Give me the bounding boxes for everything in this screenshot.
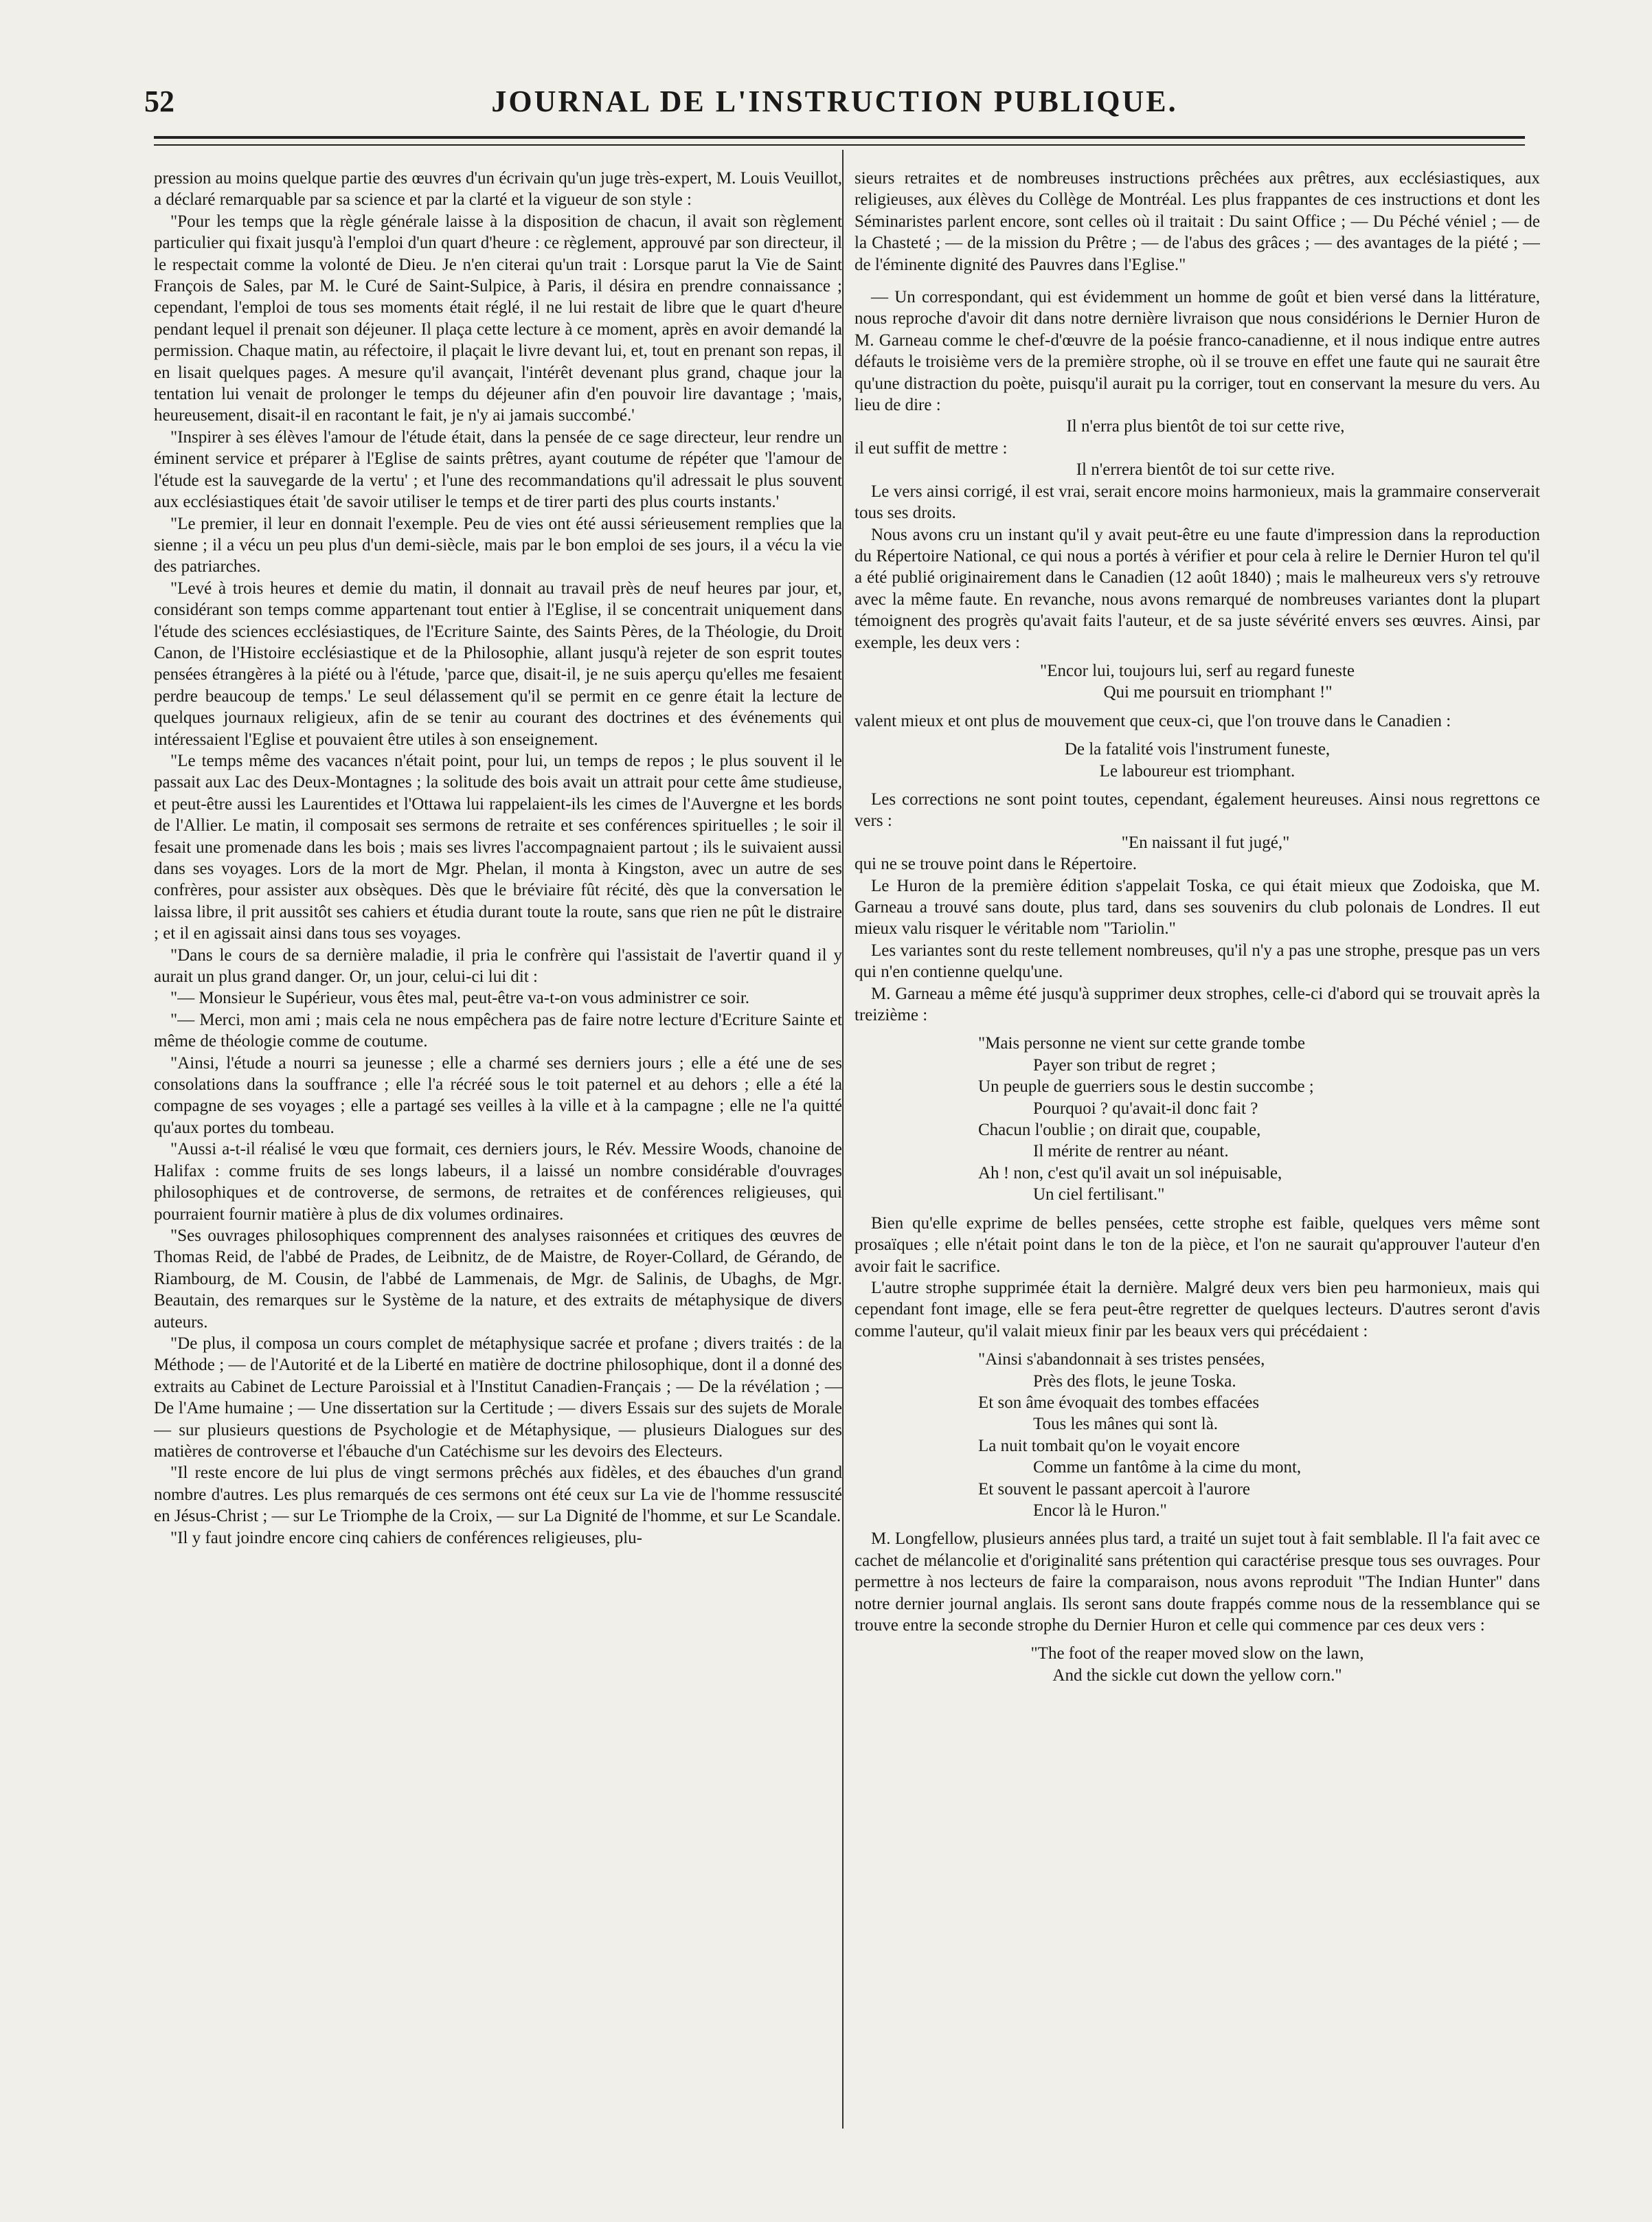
page-header [144, 77, 1525, 125]
verse-block [855, 660, 1540, 704]
paragraph: pression au moins quelque partie des œuvres d'un écrivain qu'un juge très-expert, M. Louis Veuillot, a déclaré remarquable par sa science et par la clarté et la vigueur de son style : [154, 169, 842, 210]
verse-line: Et souvent le passant apercoit à l'aurore [978, 1479, 1251, 1499]
column-divider [842, 150, 844, 2129]
verse-line: Un peuple de guerriers sous le destin succombe ; [978, 1077, 1314, 1097]
paragraph: "— Merci, mon ami ; mais cela ne nous empêchera pas de faire notre lecture d'Ecriture Sainte et même de théologie comme de coutume. [154, 1010, 842, 1051]
verse-line: Encor là le Huron." [1033, 1501, 1167, 1520]
paragraph: qui ne se trouve point dans le Répertoire. [855, 855, 1137, 874]
paragraph: Les variantes sont du reste tellement nombreuses, qu'il n'y a pas une strophe, presque pas un vers qui n'en contienne quelqu'une. [855, 941, 1540, 982]
right-column [855, 168, 1540, 2140]
verse-line: Ah ! non, c'est qu'il avait un sol inépuisable, [978, 1163, 1282, 1182]
verse-line: Il n'erra plus bientôt de toi sur cette rive, [1066, 417, 1345, 436]
verse-line: Il mérite de rentrer au néant. [1033, 1142, 1229, 1161]
paragraph: M. Longfellow, plusieurs années plus tard, a traité un sujet tout à fait semblable. Il l'a fait avec ce cachet de mélancolie et d'originalité sans prétention qui caractérise presque tous ses ouvrages. Pour permettre à nos lecteurs de faire la comparaison, nous avons reproduit "The Indian Hunter" dans notre dernier journal anglais. Ils seront sans doute frappés comme nous de la ressemblance qui se trouve entre la seconde strophe du Dernier Huron et celle qui commence par ces deux vers : [855, 1529, 1540, 1635]
verse-line: Payer son tribut de regret ; [1033, 1055, 1216, 1075]
verse-line: Qui me poursuit en triomphant !" [1103, 683, 1333, 702]
page-number: 52 [144, 85, 174, 118]
paragraph: "Levé à trois heures et demie du matin, il donnait au travail près de neuf heures par jour, et, considérant son temps comme appartenant tout entier à l'Eglise, il se concentrait uniquement dans l'étude des sciences ecclésiastiques, de l'Ecriture Sainte, des Saints Pères, de la Théologie, du Droit Canon, de l'Histoire ecclésiastique et de la Philosophie, allant jusqu'à rejeter de son esprit toutes pensées étrangères à la piété ou à l'étude, 'parce que, disait-il, je ne suis aperçu qu'elles me fesaient perdre beaucoup de temps.' Le seul délassement qu'il se permit en ce genre était la lecture de quelques journaux religieux, afin de se tenir au courant des doctrines et des événements qui intéressaient l'Eglise et pouvaient être utiles à son enseignement. [154, 579, 842, 749]
paragraph: Le Huron de la première édition s'appelait Toska, ce qui était mieux que Zodoiska, que M. Garneau a trouvé sans doute, plus tard, dans ses souvenirs du club polonais de Londres. Il eut mieux valu risquer le véritable nom "Tariolin." [855, 876, 1540, 939]
paragraph: Les corrections ne sont point toutes, cependant, également heureuses. Ainsi nous regrettons ce vers : [855, 789, 1540, 831]
paragraph: "De plus, il composa un cours complet de métaphysique sacrée et profane ; divers traités : de la Méthode ; — de l'Autorité et de la Liberté en matière de doctrine philosophique, dont il a donné des extraits au Cabinet de Lecture Paroissial et à l'Institut Canadien-Français ; — De la révélation ; — De l'Ame humaine ; — Une dissertation sur la Certitude ; — divers Essais sur des sujets de Morale — sur plusieurs questions de Psychologie et de Métaphysique, — plusieurs Dialogues sur des matières de controverse et l'ébauche d'un Catéchisme sur les devoirs des Electeurs. [154, 1334, 842, 1461]
suppressed-strophe-1 [978, 1033, 1540, 1205]
verse-line: Chacun l'oublie ; on dirait que, coupable, [978, 1121, 1261, 1140]
verse-line: Le laboureur est triomphant. [1099, 761, 1295, 781]
verse-line: Près des flots, le jeune Toska. [1033, 1371, 1236, 1391]
paragraph: L'autre strophe supprimée était la dernière. Malgré deux vers bien peu harmonieux, mais qui cependant font image, elle se fera peut-être regretter de quelques lecteurs. D'autres seront d'avis comme l'auteur, qu'il valait mieux finir par les beaux vers qui précédaient : [855, 1278, 1540, 1340]
paragraph: "Le temps même des vacances n'était point, pour lui, un temps de repos ; le plus souvent il le passait aux Lac des Deux-Montagnes ; la solitude des bois avait un attrait pour cette âme studieuse, et peut-être aussi les Laurentides et l'Ottawa lui rappelaient-ils les cimes de l'Auvergne et les bords de l'Allier. Le matin, il composait ses sermons de retraite et ses conférences spirituelles ; le soir il fesait une promenade dans les bois ; mais ses livres l'accompagnaient partout ; ils le suivaient aussi dans ses voyages. Lors de la mort de Mgr. Phelan, il monta à Kingston, avec un autre de ses confrères, pour assister aux obsèques. Dès que le bréviaire fût récité, dès que la conversation le laissa libre, il prit aussitôt ses cahiers et étudia durant toute la route, sans que rien ne pût le distraire ; et il en agissait ainsi dans tous ses voyages. [154, 751, 842, 943]
paragraph: valent mieux et ont plus de mouvement que ceux-ci, que l'on trouve dans le Canadien : [855, 711, 1451, 730]
paragraph: "Aussi a-t-il réalisé le vœu que formait, ces derniers jours, le Rév. Messire Woods, chanoine de Halifax : comme fruits de ses longs labeurs, il a laissé un nombre considérable d'ouvrages philosophiques et de controverse, de sermons, de retraites et de conférences religieuses, qui pourraient fournir matière à plus de dix volumes ordinaires. [154, 1140, 842, 1224]
paragraph: "Pour les temps que la règle générale laisse à la disposition de chacun, il avait son règlement particulier qui fixait jusqu'à l'emploi d'un quart d'heure : ce règlement, approuvé par son directeur, il le respectait comme la volonté de Dieu. Je n'en citerai qu'un trait : Lorsque parut la Vie de Saint François de Sales, par M. le Curé de Saint-Sulpice, à Paris, il désira en prendre connaissance ; cependant, l'emploi de tous ses moments était réglé, il ne lui restait de libre que le quart d'heure pendant lequel il prenait son déjeuner. Il plaça cette lecture à ce moment, après en avoir demandé la permission. Chaque matin, au réfectoire, il plaçait le livre devant lui, et, tout en prenant son repas, il en lisait quelques pages. A mesure qu'il avançait, l'intérêt devenant plus grand, chaque jour la tentation lui venait de prolonger le temps du déjeuner afin d'en pouvoir lire davantage ; 'mais, heureusement, disait-il en racontant le fait, je n'y ai jamais succombé.' [154, 212, 842, 425]
verse-line: "Mais personne ne vient sur cette grande tombe [978, 1034, 1306, 1053]
verse-line: Il n'errera bientôt de toi sur cette rive. [1076, 460, 1335, 480]
verse-line: Comme un fantôme à la cime du mont, [1033, 1458, 1302, 1477]
left-column [154, 168, 842, 2140]
paragraph: "Dans le cours de sa dernière maladie, il pria le confrère qui l'assistait de l'avertir quand il y aurait un plus grand danger. Or, un jour, celui-ci lui dit : [154, 945, 842, 987]
verse-line: De la fatalité vois l'instrument funeste, [1064, 740, 1331, 759]
verse-line: Tous les mânes qui sont là. [1033, 1415, 1219, 1434]
verse-line: And the sickle cut down the yellow corn." [1052, 1665, 1342, 1685]
paragraph: Bien qu'elle exprime de belles pensées, cette strophe est faible, quelques vers même sont prosaïques ; elle n'était point dans le ton de la pièce, et l'on ne saurait qu'approuver l'auteur d'en avoir fait le sacrifice. [855, 1213, 1540, 1276]
paragraph: "Ses ouvrages philosophiques comprennent des analyses raisonnées et critiques des œuvres de Thomas Reid, de l'abbé de Prades, de Leibnitz, de de Maistre, de Royer-Collard, de Gérando, de Riambourg, de M. Cousin, de l'abbé de Lammenais, de Mgr. de Salinis, de Ubaghs, de Mgr. Beautain, des remarques sur le Système de la nature, et des extraits de métaphysique de divers auteurs. [154, 1226, 842, 1332]
header-rule [154, 136, 1525, 139]
verse-line: La nuit tombait qu'on le voyait encore [978, 1436, 1240, 1455]
paragraph: "Il reste encore de lui plus de vingt sermons prêchés aux fidèles, et des ébauches d'un grand nombre d'autres. Les plus remarqués de ces sermons ont été ceux sur La vie de l'homme ressuscité en Jésus-Christ ; — sur Le Triomphe de la Croix, — sur La Dignité de l'homme, et sur Le Scandale. [154, 1463, 842, 1526]
paragraph: M. Garneau a même été jusqu'à supprimer deux strophes, celle-ci d'abord qui se trouvait après la treizième : [855, 984, 1540, 1025]
paragraph: "— Monsieur le Supérieur, vous êtes mal, peut-être va-t-on vous administrer ce soir. [170, 989, 750, 1008]
paragraph: il eut suffit de mettre : [855, 438, 1008, 458]
verse-block [855, 739, 1540, 782]
paragraph: "Inspirer à ses élèves l'amour de l'étude était, dans la pensée de ce sage directeur, leur rendre un éminent service et préparer à l'Eglise de saints prêtres, ayant coutume de répéter que 'l'amour de l'étude est la sauvegarde de la vertu' ; et l'une des recommandations qu'il adressait le plus souvent aux ecclésiastiques était 'de savoir utiliser le temps et de tirer parti des plus courts instants.' [154, 427, 842, 512]
verse-line: Et son âme évoquait des tombes effacées [978, 1393, 1260, 1412]
verse-line: "The foot of the reaper moved slow on the lawn, [1030, 1644, 1364, 1663]
paragraph: "Le premier, il leur en donnait l'exemple. Peu de vies ont été aussi sérieusement remplies que la sienne ; il a vécu un peu plus d'un demi-siècle, mais par le bon emploi de ses jours, il a vécu la vie des patriarches. [154, 514, 842, 576]
verse-line: "En naissant il fut jugé," [1121, 833, 1290, 852]
paragraph: sieurs retraites et de nombreuses instructions prêchées aux prêtres, aux ecclésiastiques, aux religieuses, aux élèves du Collège de Montréal. Les plus frappantes de ces instructions et dont les Séminaristes parlent encore, sont celles où il traitait : Du saint Office ; — Du Péché véniel ; — de la Chasteté ; — de la mission du Prêtre ; — de l'abus des grâces ; — des avantages de la piété ; — de l'éminente dignité des Pauvres dans l'Eglise." [855, 169, 1540, 274]
verse-line: Un ciel fertilisant." [1033, 1185, 1165, 1204]
paragraph: "Ainsi, l'étude a nourri sa jeunesse ; elle a charmé ses derniers jours ; elle a été une de ses consolations dans la souffrance ; elle l'a récréé sous le toit paternel et au dehors ; elle a été la compagne de ses voyages ; elle a partagé ses veilles à la ville et à la campagne ; elle ne l'a quitté qu'aux portes du tombeau. [154, 1053, 842, 1137]
verse-line: "Ainsi s'abandonnait à ses tristes pensées, [978, 1350, 1265, 1369]
verse-line: Pourquoi ? qu'avait-il donc fait ? [1033, 1099, 1258, 1118]
paragraph: — Un correspondant, qui est évidemment un homme de goût et bien versé dans la littérature, nous reproche d'avoir dit dans notre dernière livraison que nous considérions le Dernier Huron de M. Garneau comme le chef-d'œuvre de la poésie franco-canadienne, et il nous indique entre autres défauts le troisième vers de la première strophe, où il se trouve en effet une faute qui ne saurait être qu'une distraction du poète, puisqu'il aurait pu la corriger, tout en conservant la mesure du vers. Au lieu de dire : [855, 288, 1540, 415]
header-rule-thin [154, 144, 1525, 146]
paragraph: "Il y faut joindre encore cinq cahiers de conférences religieuses, plu- [170, 1528, 642, 1547]
verse-line: "Encor lui, toujours lui, serf au regard funeste [1040, 661, 1355, 680]
paragraph: Le vers ainsi corrigé, il est vrai, serait encore moins harmonieux, mais la grammaire conserverait tous ses droits. [855, 482, 1540, 523]
journal-title: JOURNAL DE L'INSTRUCTION PUBLIQUE. [491, 85, 1178, 118]
paragraph: Nous avons cru un instant qu'il y avait peut-être eu une faute d'impression dans la reproduction du Répertoire National, ce qui nous a portés à vérifier et pour cela à relire le Dernier Huron tel qu'il a été publié originairement dans le Canadien (12 août 1840) ; mais le malheureux vers s'y retrouve avec la même faute. En revanche, nous avons remarqué de nombreuses variantes dont la plupart témoignent des progrès qu'avait faits l'auteur, et de sa juste sévérité envers ses œuvres. Ainsi, par exemple, les deux vers : [855, 525, 1540, 652]
suppressed-strophe-2 [978, 1349, 1540, 1521]
verse-block [855, 1643, 1540, 1686]
